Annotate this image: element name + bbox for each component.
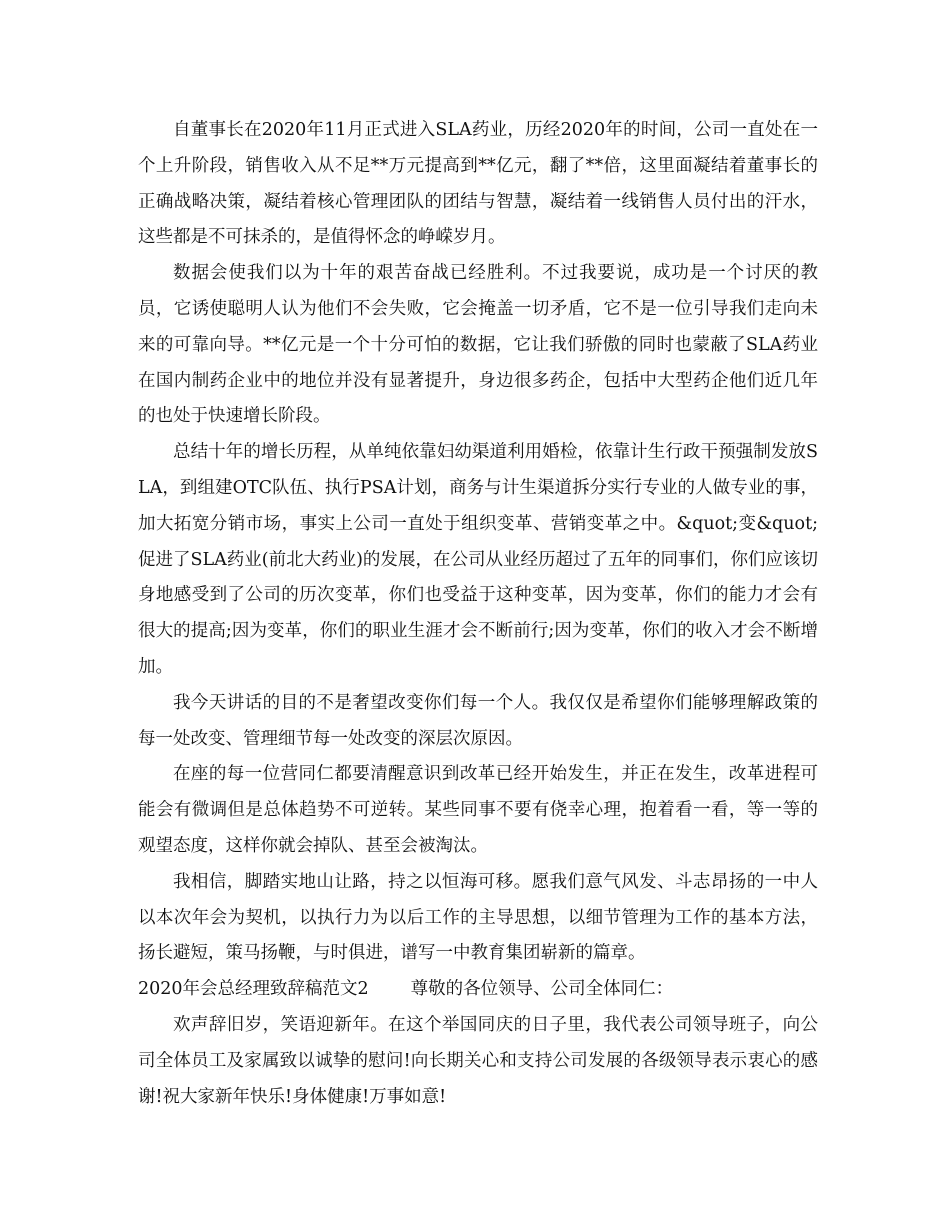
paragraph-5: 在座的每一位营同仁都要清醒意识到改革已经开始发生，并正在发生，改革进程可能会有微调但是总体趋势不可逆转。某些同事不要有侥幸心理，抱着看一看，等一等的观望态度，这样你就会掉队、甚至会被淘汰。	[138, 764, 818, 856]
document-body	[138, 113, 818, 1115]
paragraph-3: 总结十年的增长历程，从单纯依靠妇幼渠道利用婚检，依靠计生行政干预强制发放SLA，到组建OTC队伍、执行PSA计划，商务与计生渠道拆分实行专业的人做专业的事，加大拓宽分销市场，事实上公司一直处于组织变革、营销变革之中。&quot;变&quot;促进了SLA药业(前北大药业)的发展，在公司从业经历超过了五年的同事们，你们应该切身地感受到了公司的历次变革，你们也受益于这种变革，因为变革，你们的能力才会有很大的提高;因为变革，你们的职业生涯才会不断前行;因为变革，你们的收入才会不断增加。	[138, 442, 818, 677]
paragraph-6: 我相信，脚踏实地山让路，持之以恒海可移。愿我们意气风发、斗志昂扬的一中人以本次年会为契机，以执行力为以后工作的主导思想，以细节管理为工作的基本方法，扬长避短，策马扬鞭，与时俱进，谱写一中教育集团崭新的篇章。	[138, 871, 818, 964]
paragraph-4: 我今天讲话的目的不是奢望改变你们每一个人。我仅仅是希望你们能够理解政策的每一处改变、管理细节每一处改变的深层次原因。	[138, 692, 818, 749]
section-title: 2020年会总经理致辞稿范文2	[138, 979, 369, 1000]
closing-paragraph-1: 欢声辞旧岁，笑语迎新年。在这个举国同庆的日子里，我代表公司领导班子，向公司全体员工及家属致以诚挚的慰问!向长期关心和支持公司发展的各级领导表示衷心的感谢!祝大家新年快乐!身体健康!万事如意!	[138, 1014, 818, 1107]
salutation: 尊敬的各位领导、公司全体同仁：	[410, 979, 674, 1000]
paragraph-1: 自董事长在2020年11月正式进入SLA药业，历经2020年的时间，公司一直处在一个上升阶段，销售收入从不足**万元提高到**亿元，翻了**倍，这里面凝结着董事长的正确战略决策，凝结着核心管理团队的团结与智慧，凝结着一线销售人员付出的汗水，这些都是不可抹杀的，是值得怀念的峥嵘岁月。	[138, 120, 818, 248]
paragraph-2: 数据会使我们以为十年的艰苦奋战已经胜利。不过我要说，成功是一个讨厌的教员，它诱使聪明人认为他们不会失败，它会掩盖一切矛盾，它不是一位引导我们走向未来的可靠向导。**亿元是一个十分可怕的数据，它让我们骄傲的同时也蒙蔽了SLA药业在国内制药企业中的地位并没有显著提升，身边很多药企，包括中大型药企他们近几年的也处于快速增长阶段。	[138, 263, 818, 427]
section-heading-line	[138, 972, 818, 1008]
